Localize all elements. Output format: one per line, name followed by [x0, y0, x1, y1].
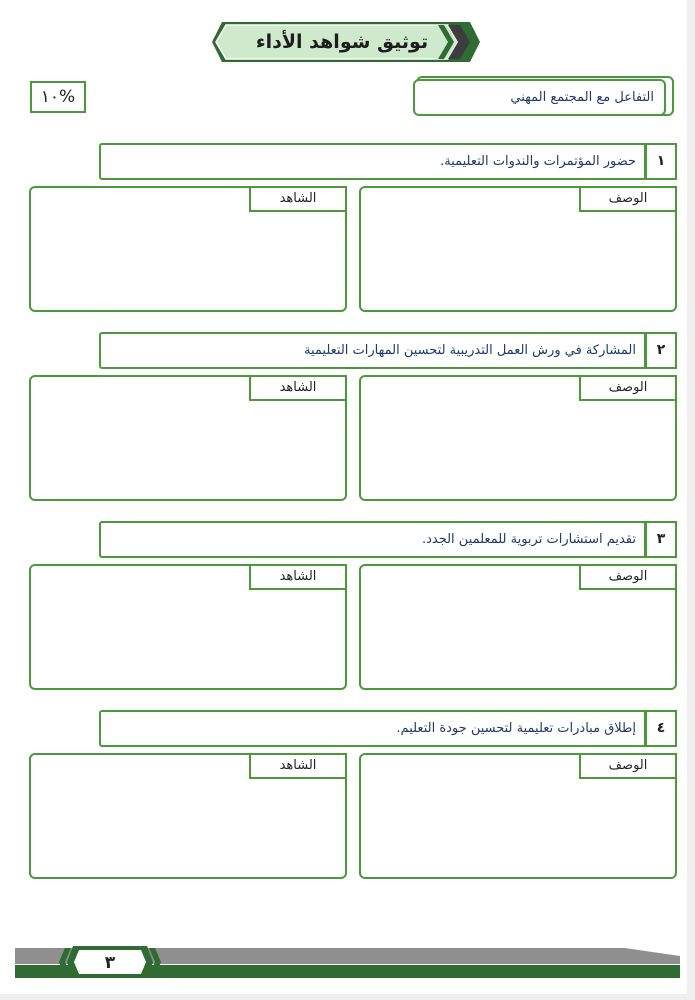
item-number: ٤: [645, 710, 677, 747]
evidence-section-3: [0, 521, 695, 701]
evidence-section-2: [0, 332, 695, 512]
page-title: توثيق شواهد الأداء: [255, 31, 429, 53]
description-label: الوصف: [579, 186, 677, 212]
description-box[interactable]: [359, 564, 677, 690]
header-banner: [212, 22, 480, 62]
page-number: ٣: [104, 953, 116, 973]
item-number: ٢: [645, 332, 677, 369]
evidence-label: الشاهد: [249, 186, 347, 212]
item-title: حضور المؤتمرات والندوات التعليمية.: [99, 143, 646, 180]
item-number: ١: [645, 143, 677, 180]
category-title: التفاعل مع المجتمع المهني: [413, 79, 666, 116]
evidence-section-1: [0, 143, 695, 323]
item-title: إطلاق مبادرات تعليمية لتحسين جودة التعليم.: [99, 710, 646, 747]
weight-badge: %١٠: [30, 81, 86, 113]
item-number: ٣: [645, 521, 677, 558]
item-title: تقديم استشارات تربوية للمعلمين الجدد.: [99, 521, 646, 558]
description-box[interactable]: [359, 375, 677, 501]
description-label: الوصف: [579, 753, 677, 779]
description-label: الوصف: [579, 375, 677, 401]
description-box[interactable]: [359, 753, 677, 879]
evidence-label: الشاهد: [249, 564, 347, 590]
evidence-box[interactable]: [29, 564, 347, 690]
evidence-label: الشاهد: [249, 753, 347, 779]
evidence-box[interactable]: [29, 753, 347, 879]
evidence-box[interactable]: [29, 186, 347, 312]
evidence-label: الشاهد: [249, 375, 347, 401]
item-title: المشاركة في ورش العمل التدريبية لتحسين المهارات التعليمية: [99, 332, 646, 369]
evidence-section-4: [0, 710, 695, 890]
evidence-box[interactable]: [29, 375, 347, 501]
description-label: الوصف: [579, 564, 677, 590]
page-edge: [0, 994, 695, 1000]
page-footer: [15, 944, 680, 980]
description-box[interactable]: [359, 186, 677, 312]
